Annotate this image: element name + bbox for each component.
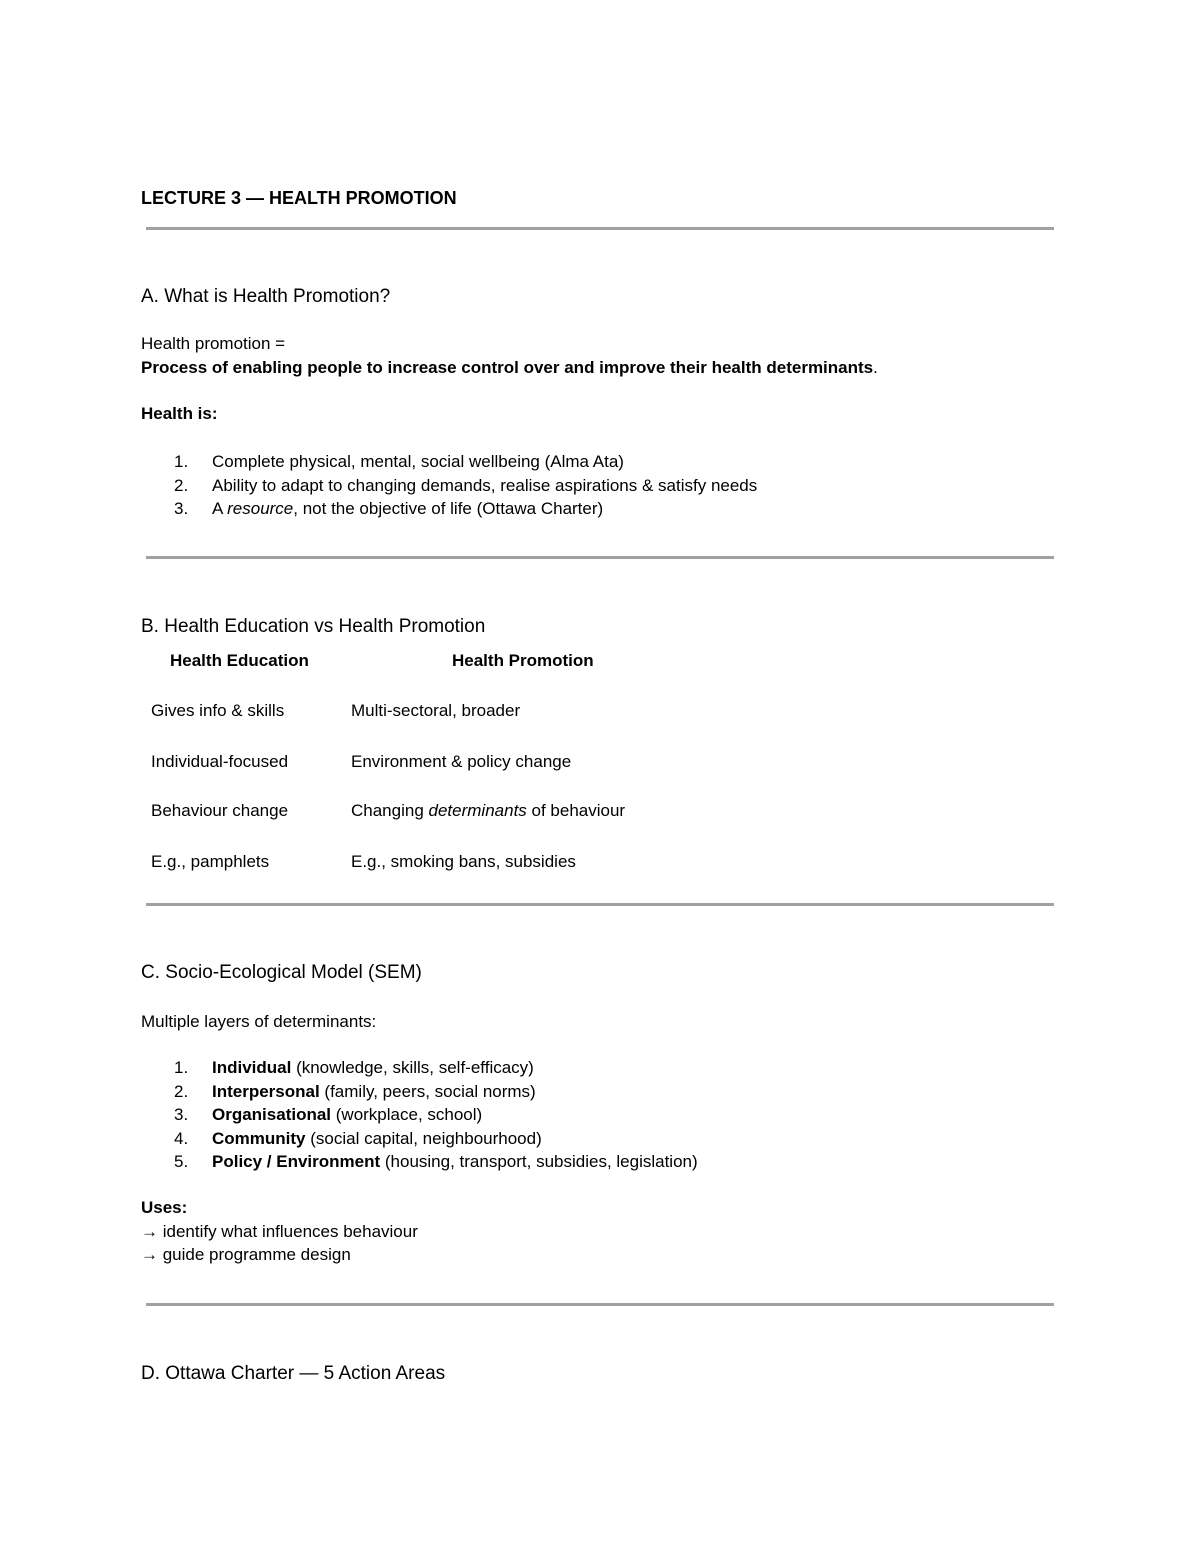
health-is-label: Health is: [141, 404, 218, 423]
list-item [141, 497, 757, 521]
list-item-text: Complete physical, mental, social wellbeing (Alma Ata) [212, 452, 624, 471]
divider [146, 556, 1054, 559]
list-number: 1. [174, 1058, 189, 1077]
divider [146, 1303, 1054, 1306]
list-number: 3. [174, 1105, 189, 1124]
layer-desc: (workplace, school) [331, 1105, 483, 1124]
layer-desc: (social capital, neighbourhood) [305, 1128, 542, 1148]
sem-layers-list [141, 1056, 698, 1174]
list-item-text: A [212, 499, 228, 518]
section-c-heading: C. Socio-Ecological Model (SEM) [141, 962, 422, 983]
list-item-emphasis: resource [227, 499, 294, 518]
use-item: → identify what influences behaviour [141, 1222, 418, 1241]
list-item [141, 1103, 698, 1127]
list-number: 1. [174, 452, 189, 471]
list-item [141, 1150, 698, 1174]
list-item [141, 1056, 698, 1080]
list-number: 2. [174, 1081, 189, 1101]
table-cell: Multi-sectoral, broader [351, 701, 521, 720]
table-cell: Environment & policy change [351, 752, 572, 771]
layer-name: Policy / Environment [212, 1152, 381, 1171]
table-cell: Behaviour change [151, 801, 289, 820]
definition-label: Health promotion = [141, 334, 286, 353]
use-item: → guide programme design [141, 1245, 351, 1264]
divider [146, 227, 1054, 230]
table-cell: Gives info & skills [151, 701, 285, 720]
health-definition-list [141, 450, 757, 521]
table-header-health-education: Health Education [170, 651, 309, 670]
section-a-heading: A. What is Health Promotion? [141, 286, 391, 307]
layer-desc: (family, peers, social norms) [319, 1081, 536, 1101]
list-number: 4. [174, 1128, 189, 1148]
list-item [141, 474, 757, 498]
sem-intro: Multiple layers of determinants: [141, 1012, 377, 1031]
list-item [141, 1080, 698, 1104]
layer-name: Community [212, 1128, 306, 1148]
layer-desc: (housing, transport, subsidies, legislation) [380, 1152, 698, 1171]
list-number: 5. [174, 1152, 189, 1171]
list-item [141, 450, 757, 474]
table-cell [351, 801, 625, 821]
definition-end: . [873, 358, 878, 377]
cell-emphasis: determinants [428, 801, 527, 820]
lecture-title: LECTURE 3 — HEALTH PROMOTION [141, 188, 457, 208]
list-item-text: Ability to adapt to changing demands, realise aspirations & satisfy needs [212, 475, 758, 495]
list-item [141, 1127, 698, 1151]
cell-text: of behaviour [526, 801, 626, 820]
table-cell: E.g., pamphlets [151, 852, 270, 871]
table-cell: E.g., smoking bans, subsidies [351, 852, 576, 871]
table-cell: Individual-focused [151, 752, 289, 771]
layer-name: Organisational [212, 1105, 332, 1124]
layer-name: Individual [212, 1058, 292, 1077]
layer-desc: (knowledge, skills, self-efficacy) [291, 1058, 534, 1077]
section-b-heading: B. Health Education vs Health Promotion [141, 616, 486, 637]
list-number: 2. [174, 475, 189, 495]
cell-text: Changing [351, 801, 429, 820]
definition-text: Process of enabling people to increase control over and improve their health determinants [141, 358, 874, 377]
definition-line [141, 358, 878, 378]
divider [146, 903, 1054, 906]
section-d-heading: D. Ottawa Charter — 5 Action Areas [141, 1363, 446, 1384]
uses-label: Uses: [141, 1198, 188, 1217]
table-header-health-promotion: Health Promotion [452, 651, 594, 670]
list-item-text: , not the objective of life (Ottawa Charter) [293, 499, 604, 518]
list-number: 3. [174, 499, 189, 518]
layer-name: Interpersonal [212, 1081, 320, 1101]
